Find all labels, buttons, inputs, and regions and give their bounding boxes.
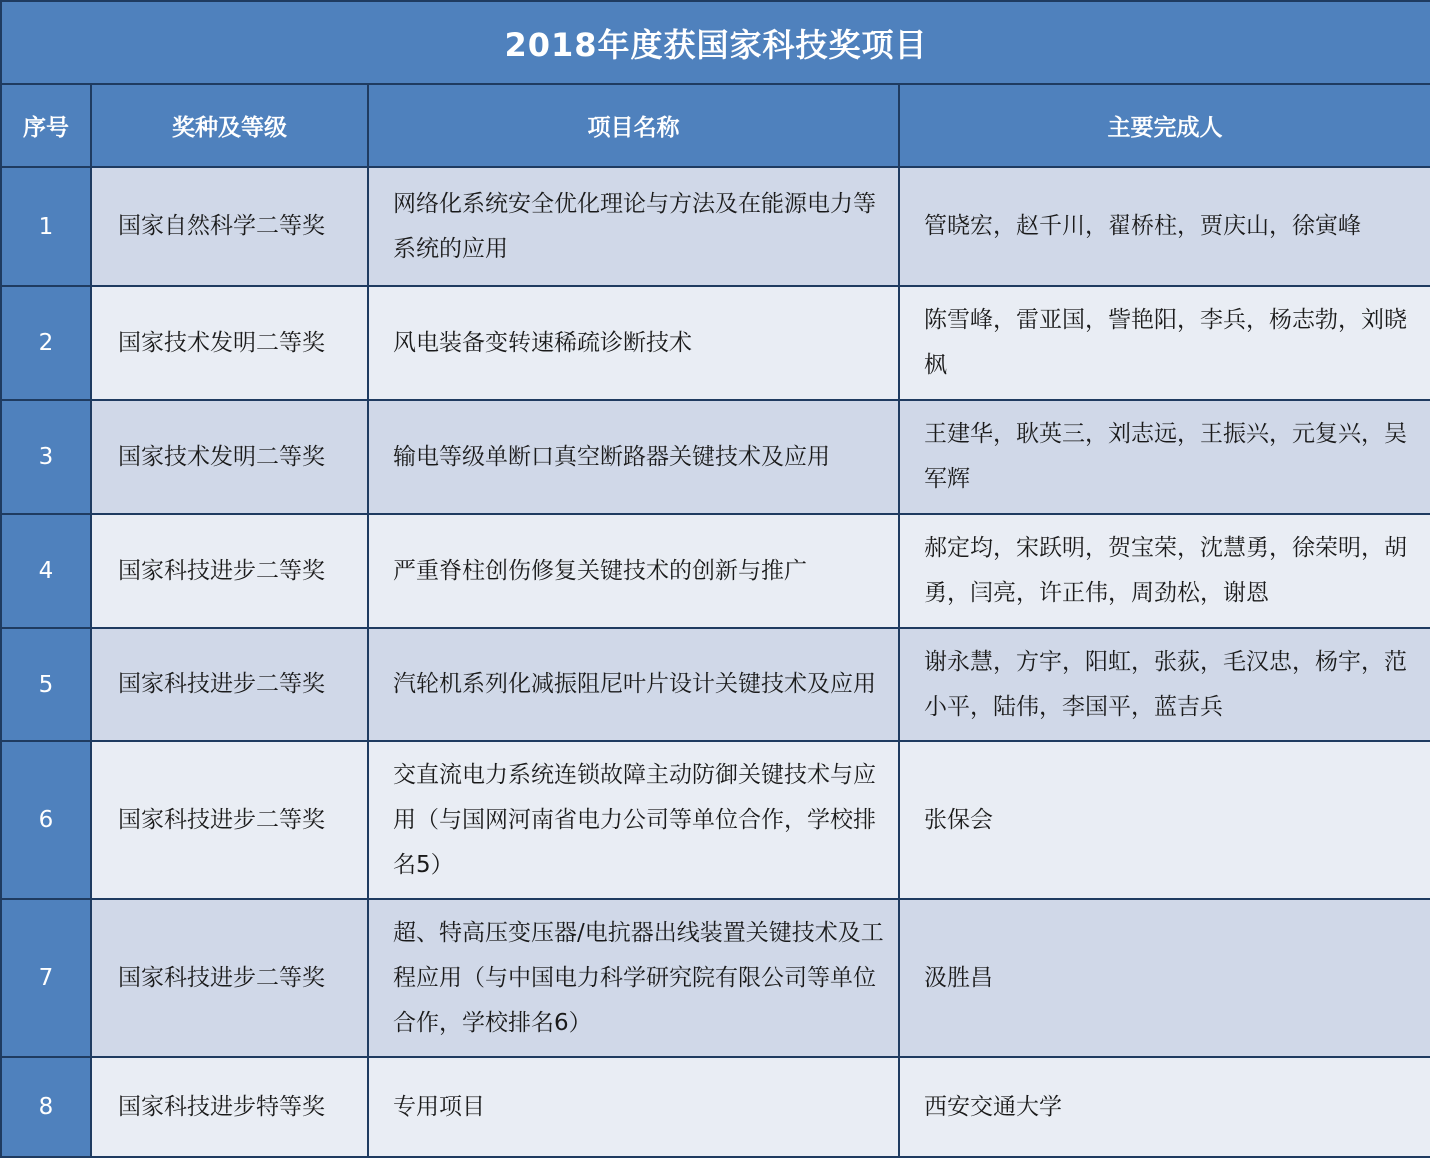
row-people: 管晓宏，赵千川，翟桥柱，贾庆山，徐寅峰	[899, 167, 1430, 286]
row-people: 张保会	[899, 741, 1430, 899]
table-row	[1, 167, 1430, 286]
row-index: 2	[1, 286, 91, 400]
row-project: 超、特高压变压器/电抗器出线装置关键技术及工程应用（与中国电力科学研究院有限公司等单位合作，学校排名6）	[368, 899, 899, 1057]
header-project: 项目名称	[368, 84, 899, 167]
row-index: 3	[1, 400, 91, 514]
table-row	[1, 1057, 1430, 1157]
row-people: 谢永慧，方宇，阳虹，张荻，毛汉忠，杨宇，范小平，陆伟，李国平，蓝吉兵	[899, 628, 1430, 741]
header-people: 主要完成人	[899, 84, 1430, 167]
row-award: 国家技术发明二等奖	[91, 286, 368, 400]
table-row	[1, 514, 1430, 628]
table-row	[1, 628, 1430, 741]
row-people: 王建华，耿英三，刘志远，王振兴，元复兴，吴军辉	[899, 400, 1430, 514]
row-project: 专用项目	[368, 1057, 899, 1157]
row-award: 国家科技进步二等奖	[91, 628, 368, 741]
row-index: 8	[1, 1057, 91, 1157]
row-people: 汲胜昌	[899, 899, 1430, 1057]
table-row	[1, 400, 1430, 514]
row-project: 网络化系统安全优化理论与方法及在能源电力等系统的应用	[368, 167, 899, 286]
row-people: 西安交通大学	[899, 1057, 1430, 1157]
row-index: 7	[1, 899, 91, 1057]
table-row	[1, 286, 1430, 400]
header-award: 奖种及等级	[91, 84, 368, 167]
title-row	[1, 1, 1430, 84]
header-row	[1, 84, 1430, 167]
row-award: 国家科技进步特等奖	[91, 1057, 368, 1157]
row-people: 陈雪峰，雷亚国，訾艳阳，李兵，杨志勃，刘晓枫	[899, 286, 1430, 400]
row-project: 严重脊柱创伤修复关键技术的创新与推广	[368, 514, 899, 628]
row-award: 国家科技进步二等奖	[91, 741, 368, 899]
table-row	[1, 899, 1430, 1057]
row-index: 5	[1, 628, 91, 741]
row-index: 4	[1, 514, 91, 628]
row-project: 输电等级单断口真空断路器关键技术及应用	[368, 400, 899, 514]
table-title: 2018年度获国家科技奖项目	[1, 1, 1430, 84]
row-index: 1	[1, 167, 91, 286]
row-award: 国家技术发明二等奖	[91, 400, 368, 514]
row-project: 汽轮机系列化减振阻尼叶片设计关键技术及应用	[368, 628, 899, 741]
row-award: 国家科技进步二等奖	[91, 514, 368, 628]
row-award: 国家自然科学二等奖	[91, 167, 368, 286]
row-people: 郝定均，宋跃明，贺宝荣，沈慧勇，徐荣明，胡勇，闫亮，许正伟，周劲松，谢恩	[899, 514, 1430, 628]
row-project: 交直流电力系统连锁故障主动防御关键技术与应用（与国网河南省电力公司等单位合作，学校排名5）	[368, 741, 899, 899]
table-row	[1, 741, 1430, 899]
header-index: 序号	[1, 84, 91, 167]
row-project: 风电装备变转速稀疏诊断技术	[368, 286, 899, 400]
row-award: 国家科技进步二等奖	[91, 899, 368, 1057]
row-index: 6	[1, 741, 91, 899]
